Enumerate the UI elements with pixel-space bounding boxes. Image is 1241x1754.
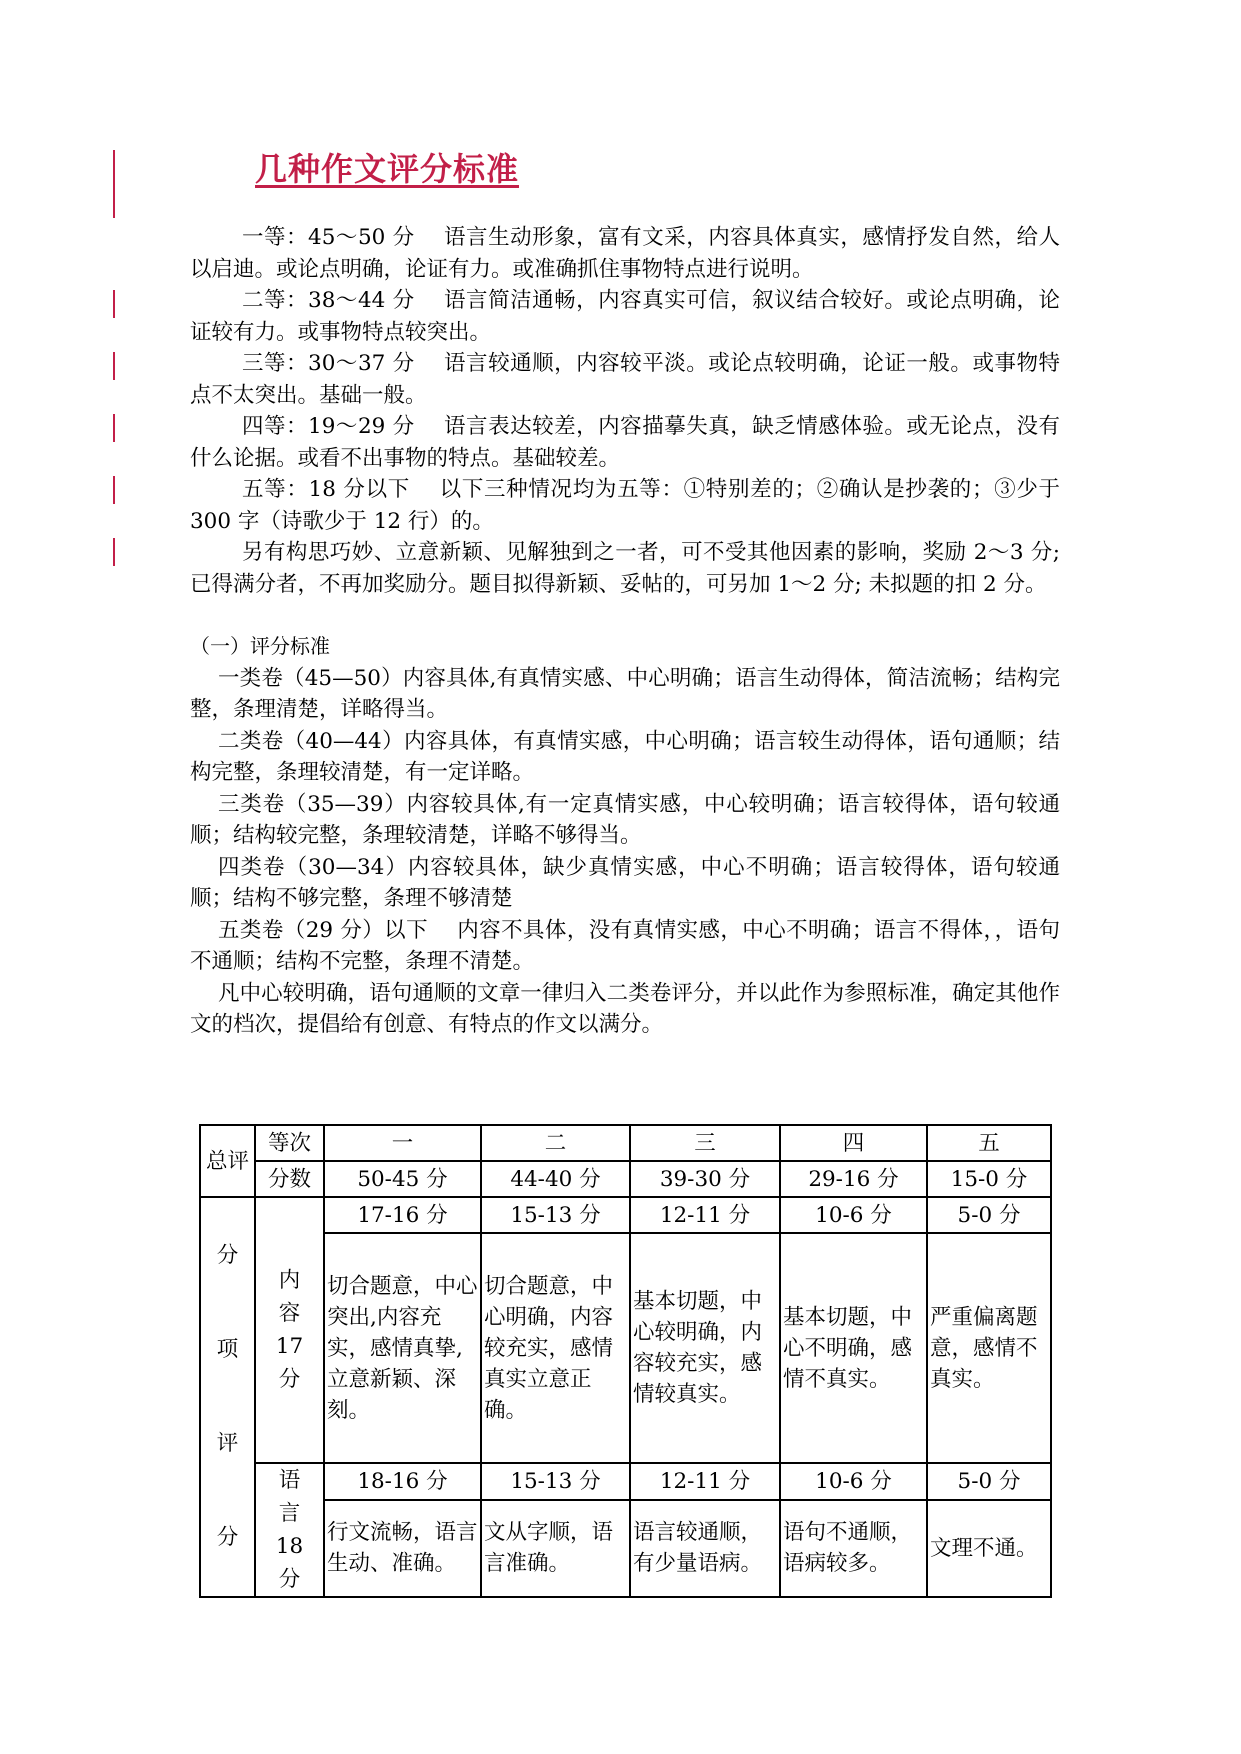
label-char: 评 [216, 1431, 239, 1456]
language-score-cell: 12-11 分 [630, 1463, 780, 1500]
grade-paragraph: 三等：30～37 分 语言较通顺，内容较平淡。或论点较明确，论证一般。或事物特点不太突出。基础一般。 [190, 351, 1060, 408]
label-char: 语 [278, 1468, 301, 1493]
content-score-cell: 5-0 分 [927, 1197, 1051, 1233]
category-paragraph: 四类卷（30—34）内容较具体，缺少真情实感，中心不明确；语言较得体，语句较通顺；结构不够完整，条理不够清楚 [190, 854, 1060, 911]
grade-paragraph: 四等：19～29 分 语言表达较差，内容描摹失真，缺乏情感体验。或无论点，没有什么论据。或看不出事物的特点。基础较差。 [190, 414, 1060, 471]
content-desc-cell: 切合题意，中心明确，内容较充实，感情真实立意正确。 [481, 1233, 630, 1463]
fenshu-cell: 44-40 分 [481, 1161, 630, 1197]
fenshu-cell: 29-16 分 [780, 1161, 927, 1197]
label-char: 言 [278, 1501, 301, 1526]
grade-paragraph: 一等：45～50 分 语言生动形象，富有文采，内容具体真实，感情抒发自然，给人以启迪。或论点明确，论证有力。或准确抓住事物特点进行说明。 [190, 225, 1060, 282]
margin-change-bar [113, 476, 115, 504]
category-paragraph: 一类卷（45—50）内容具体,有真情实感、中心明确；语言生动得体，简洁流畅；结构完整，条理清楚，详略得当。 [190, 665, 1060, 722]
language-score-cell: 10-6 分 [780, 1463, 927, 1500]
language-desc-cell: 文从字顺，语言准确。 [481, 1500, 630, 1597]
item-scoring-label [200, 1197, 255, 1597]
label-char: 17 [275, 1334, 304, 1359]
language-desc-cell: 语句不通顺，语病较多。 [780, 1500, 927, 1597]
fenshu-label: 分数 [255, 1161, 324, 1197]
section-heading: （一）评分标准 [190, 634, 330, 658]
language-score-cell: 15-13 分 [481, 1463, 630, 1500]
content-score-cell: 10-6 分 [780, 1197, 927, 1233]
label-char: 项 [216, 1337, 239, 1362]
language-desc-cell: 文理不通。 [927, 1500, 1051, 1597]
category-paragraph: 五类卷（29 分）以下 内容不具体，没有真情实感，中心不明确；语言不得体，，语句不通顺；结构不完整，条理不清楚。 [190, 917, 1060, 974]
content-desc-cell: 切合题意，中心突出,内容充实，感情真挚,立意新颖、深刻。 [324, 1233, 481, 1463]
label-char: 容 [278, 1301, 301, 1326]
dengci-cell: 五 [927, 1125, 1051, 1161]
reference-note: 凡中心较明确，语句通顺的文章一律归入二类卷评分，并以此作为参照标准，确定其他作文的档次，提倡给有创意、有特点的作文以满分。 [190, 980, 1060, 1037]
scoring-table [199, 1124, 1052, 1598]
label-char: 内 [278, 1268, 301, 1293]
page-title: 几种作文评分标准 [255, 150, 520, 188]
fenshu-cell: 50-45 分 [324, 1161, 481, 1197]
content-score-cell: 15-13 分 [481, 1197, 630, 1233]
category-paragraph: 三类卷（35—39）内容较具体,有一定真情实感，中心较明确；语言较得体，语句较通顺；结构较完整，条理较清楚，详略不够得当。 [190, 791, 1060, 848]
language-desc-cell: 语言较通顺，有少量语病。 [630, 1500, 780, 1597]
label-char: 分 [278, 1367, 301, 1392]
dengci-cell: 一 [324, 1125, 481, 1161]
category-paragraph: 二类卷（40—44）内容具体，有真情实感，中心明确；语言较生动得体，语句通顺；结构完整，条理较清楚，有一定详略。 [190, 728, 1060, 785]
dengci-cell: 四 [780, 1125, 927, 1161]
margin-change-bar [113, 352, 115, 380]
content-score-cell: 12-11 分 [630, 1197, 780, 1233]
grade-standards [190, 222, 1060, 1041]
zongping-label: 总评 [200, 1125, 255, 1197]
content-desc-cell: 严重偏离题意，感情不真实。 [927, 1233, 1051, 1463]
bonus-paragraph: 另有构思巧妙、立意新颖、见解独到之一者，可不受其他因素的影响，奖励 2～3 分; 已得满分者，不再加奖励分。题目拟得新颖、妥帖的，可另加 1～2 分; 未拟题的扣 2 分。 [190, 540, 1060, 597]
dengci-label: 等次 [255, 1125, 324, 1161]
language-score-cell: 18-16 分 [324, 1463, 481, 1500]
fenshu-cell: 15-0 分 [927, 1161, 1051, 1197]
label-char: 18 [275, 1534, 304, 1559]
label-char: 分 [216, 1525, 239, 1550]
content-score-cell: 17-16 分 [324, 1197, 481, 1233]
content-desc-cell: 基本切题，中心不明确，感情不真实。 [780, 1233, 927, 1463]
margin-change-bar [113, 538, 115, 566]
content-label [255, 1197, 324, 1463]
language-desc-cell: 行文流畅，语言生动、准确。 [324, 1500, 481, 1597]
language-label [255, 1463, 324, 1597]
label-char: 分 [216, 1243, 239, 1268]
content-desc-cell: 基本切题，中心较明确，内容较充实，感情较真实。 [630, 1233, 780, 1463]
dengci-cell: 三 [630, 1125, 780, 1161]
margin-change-bar [113, 290, 115, 318]
margin-change-bar [113, 150, 115, 218]
grade-paragraph: 二等：38～44 分 语言简洁通畅，内容真实可信，叙议结合较好。或论点明确，论证较有力。或事物特点较突出。 [190, 288, 1060, 345]
dengci-cell: 二 [481, 1125, 630, 1161]
fenshu-cell: 39-30 分 [630, 1161, 780, 1197]
grade-paragraph: 五等：18 分以下 以下三种情况均为五等：①特别差的；②确认是抄袭的；③少于 300 字（诗歌少于 12 行）的。 [190, 477, 1060, 534]
margin-change-bar [113, 414, 115, 442]
language-score-cell: 5-0 分 [927, 1463, 1051, 1500]
label-char: 分 [278, 1567, 301, 1592]
